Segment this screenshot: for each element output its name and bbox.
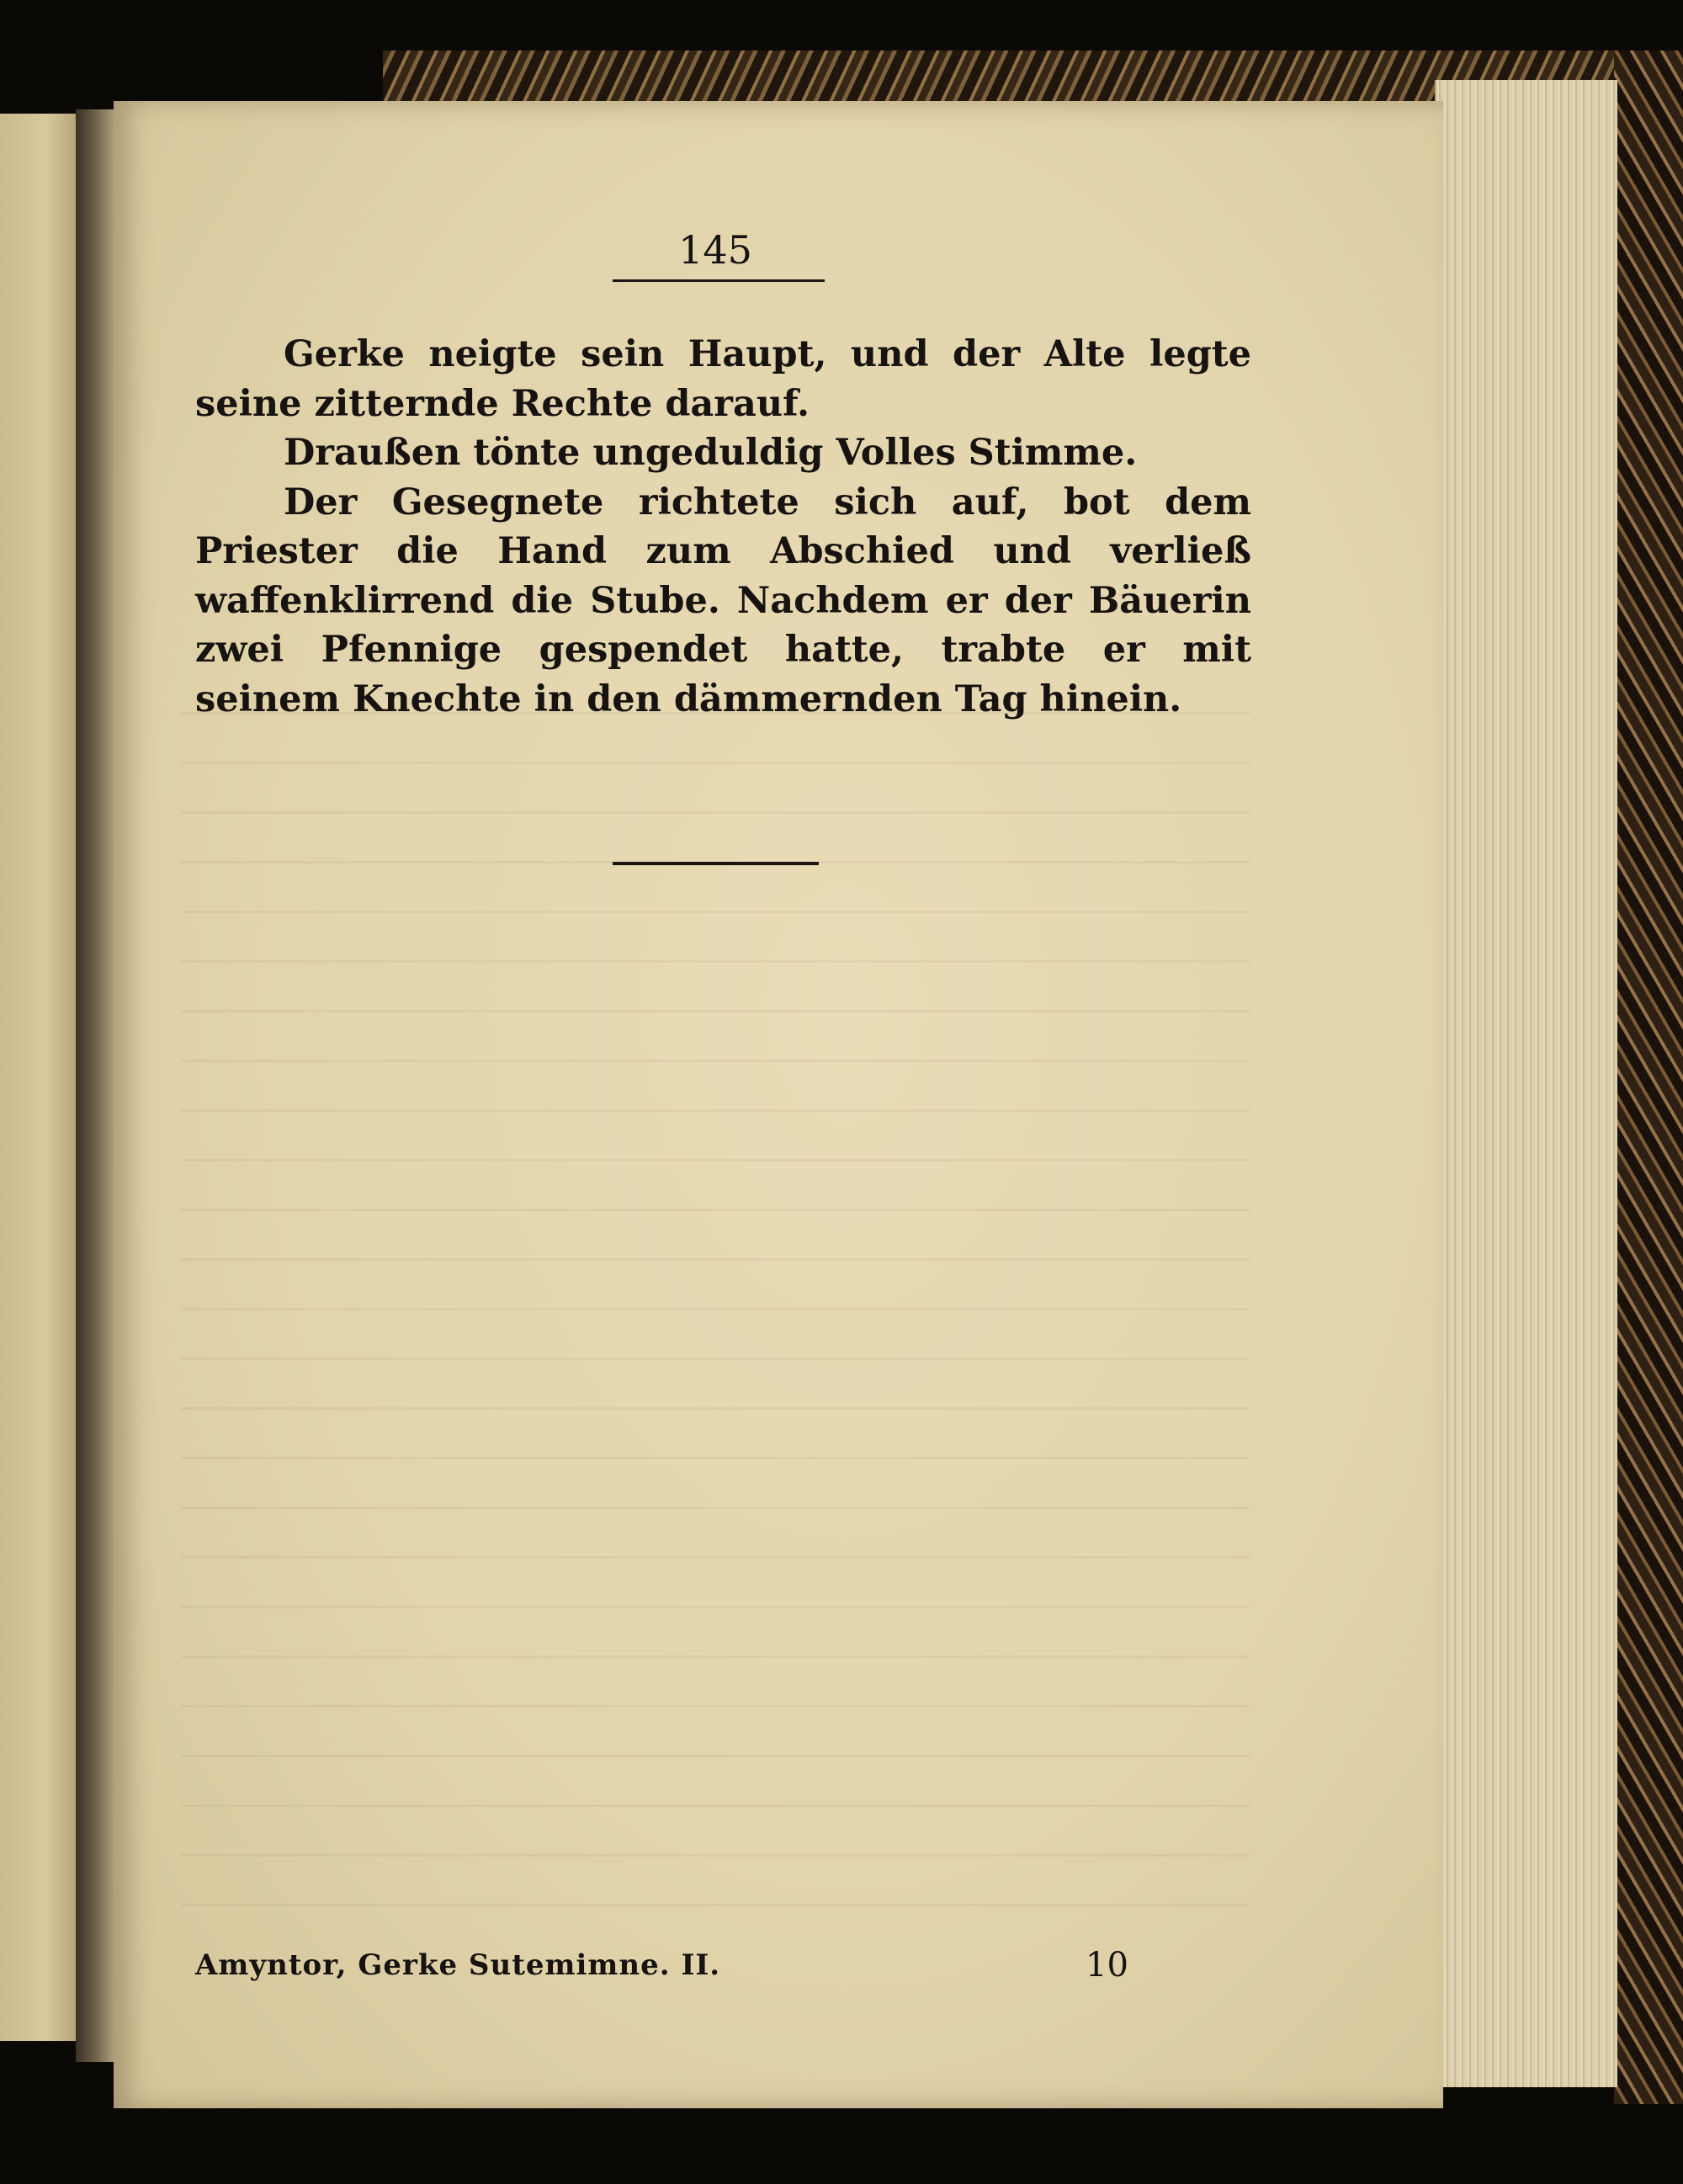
footer-note: Amyntor, Gerke Sutemimne. II. xyxy=(195,1948,721,1982)
bleed-through-text xyxy=(181,665,1250,1906)
paragraph: Draußen tönte ungeduldig Volles Stimme. xyxy=(284,432,1138,474)
paragraph: Der Gesegnete richtete sich auf, bot dem Priester die Hand zum Abschied und verließ waffenklirrend die Stube. Nachdem er der Bäuerin zwei Pfennige gespendet hatte, trabte er mit seinem Knechte in den dämmernden Tag hinein. xyxy=(195,481,1251,720)
body-text xyxy=(195,330,1251,724)
paragraph: Gerke neigte sein Haupt, und der Alte legte seine zitternde Rechte darauf. xyxy=(195,333,1251,425)
section-end-rule xyxy=(613,862,819,865)
signature-mark: 10 xyxy=(1086,1946,1128,1985)
marbled-cover-right xyxy=(1614,50,1683,2104)
book-gutter xyxy=(76,109,118,2062)
page-number: 145 xyxy=(678,227,752,273)
page-block-edges xyxy=(1435,80,1617,2087)
previous-page-edge xyxy=(0,114,78,2041)
header-rule xyxy=(613,279,825,282)
